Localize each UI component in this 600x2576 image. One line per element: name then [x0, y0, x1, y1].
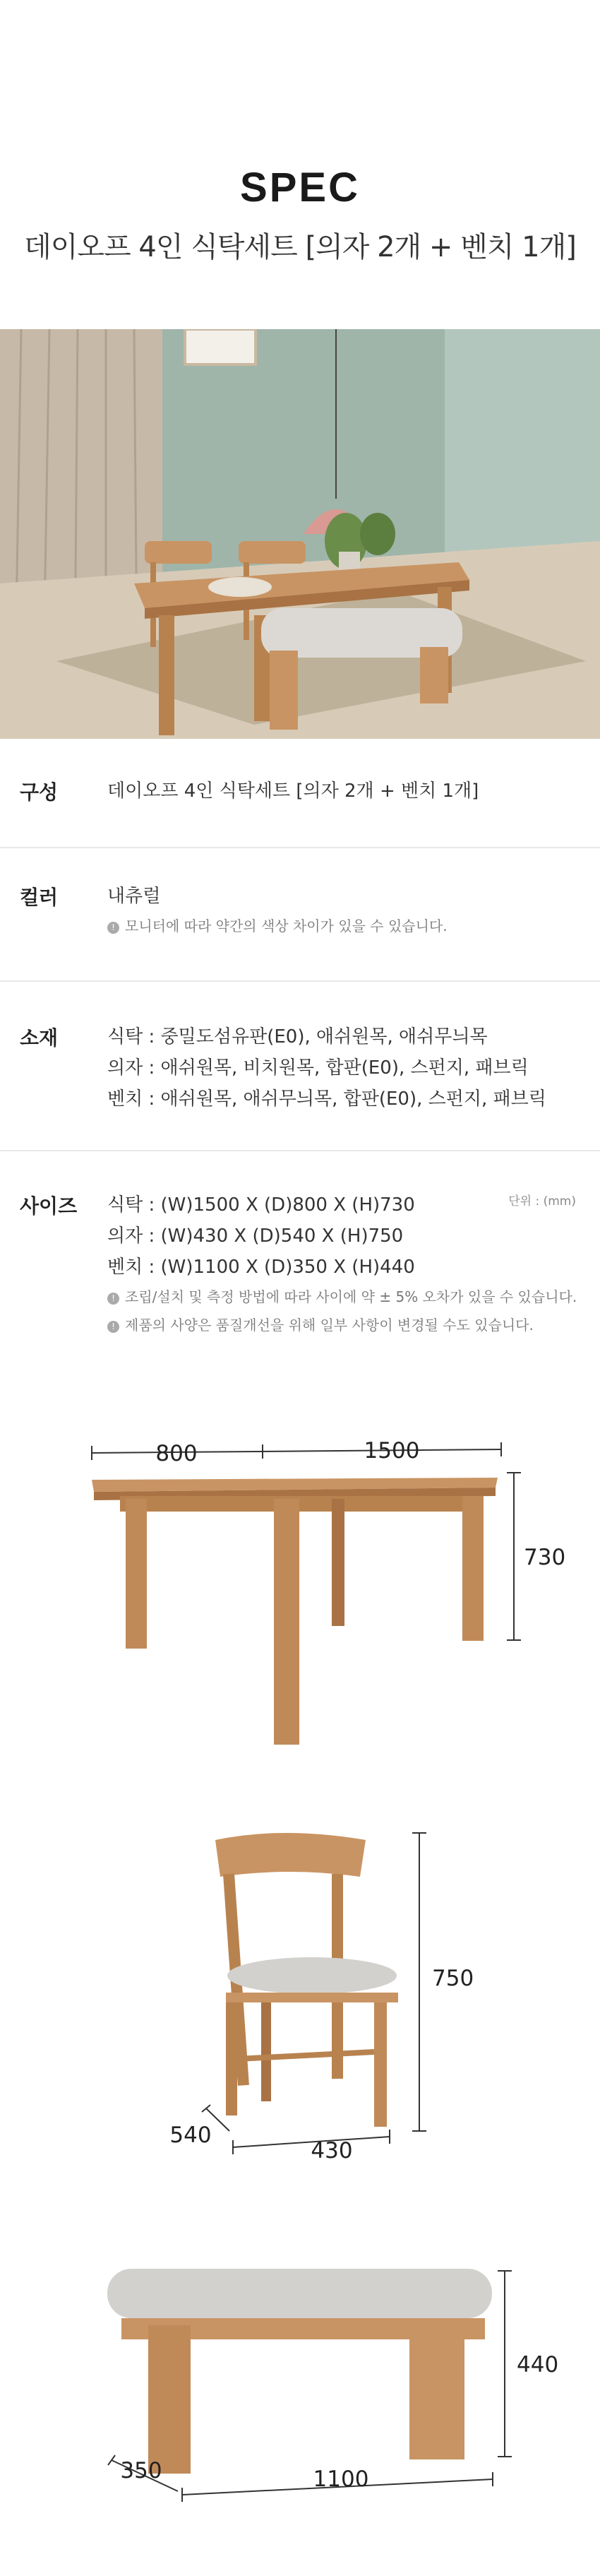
spec-row-composition — [0, 743, 600, 848]
chair-width-label: 430 — [311, 2138, 353, 2164]
bench-leg — [409, 2325, 464, 2459]
table-width-label: 1500 — [364, 1438, 420, 1464]
dining-set-scene — [0, 329, 600, 739]
table-depth-label: 800 — [155, 1441, 198, 1466]
spec-label: 사이즈 — [20, 1194, 78, 1218]
spec-value — [107, 776, 479, 807]
material-line: 벤치 : 애쉬원목, 애쉬무늬목, 합판(E0), 스펀지, 패브릭 — [107, 1088, 546, 1110]
size-note — [107, 1283, 577, 1311]
bench-cushion — [107, 2269, 492, 2318]
material-line: 식탁 : 중밀도섬유판(E0), 애쉬원목, 애쉬무늬목 — [107, 1026, 488, 1047]
color-note-text: 모니터에 따라 약간의 색상 차이가 있을 수 있습니다. — [125, 918, 448, 934]
spec-row-color — [0, 848, 600, 982]
composition-value: 데이오프 4인 식탁세트 [의자 2개 + 벤치 1개] — [107, 780, 479, 802]
size-note-text: 조립/설치 및 측정 방법에 따라 사이에 약 ± 5% 오차가 있을 수 있습니다. — [125, 1288, 577, 1305]
table-leg — [274, 1499, 299, 1745]
size-note-text: 제품의 사양은 품질개선을 위해 일부 사항이 변경될 수도 있습니다. — [125, 1317, 534, 1334]
spec-value — [107, 1189, 577, 1339]
spec-value — [107, 1021, 546, 1115]
size-line: 식탁 : (W)1500 X (D)800 X (H)730 — [107, 1194, 415, 1216]
size-note — [107, 1311, 577, 1339]
material-line: 의자 : 애쉬원목, 비치원목, 합판(E0), 스펀지, 패브릭 — [107, 1057, 529, 1079]
bench-leg — [148, 2325, 191, 2474]
spec-label: 소재 — [20, 1026, 59, 1050]
page-title: SPEC — [240, 165, 360, 210]
size-unit: 단위 : (mm) — [508, 1194, 576, 1209]
spec-label: 컬러 — [20, 886, 59, 909]
color-note — [107, 912, 448, 940]
table-leg — [126, 1499, 147, 1649]
chair-backrest — [215, 1833, 366, 1877]
chair-dimension-diagram — [0, 1826, 600, 2165]
bench-height-label: 440 — [517, 2352, 559, 2378]
color-value: 내츄럴 — [107, 886, 161, 907]
chair-seat — [227, 1957, 397, 1994]
info-icon: ! — [107, 1293, 119, 1305]
info-icon: ! — [107, 922, 119, 934]
product-photo — [0, 329, 600, 739]
chair-depth-label: 540 — [169, 2123, 212, 2148]
spec-row-size — [0, 1151, 600, 1363]
info-icon: ! — [107, 1321, 119, 1333]
table-leg — [462, 1496, 484, 1641]
size-line: 의자 : (W)430 X (D)540 X (H)750 — [107, 1225, 404, 1247]
size-line: 벤치 : (W)1100 X (D)350 X (H)440 — [107, 1257, 415, 1278]
table-dimension-diagram — [0, 1420, 600, 1759]
page-subtitle: 데이오프 4인 식탁세트 [의자 2개 + 벤치 1개] — [24, 231, 576, 263]
bench-width-label: 1100 — [313, 2467, 369, 2492]
chair-height-label: 750 — [432, 1966, 474, 1991]
table-height-label: 730 — [524, 1545, 566, 1570]
table-leg — [332, 1499, 344, 1626]
bench-dimension-diagram — [0, 2246, 600, 2557]
spec-row-material — [0, 982, 600, 1151]
spec-label: 구성 — [20, 780, 59, 804]
spec-value — [107, 881, 448, 940]
bench-depth-label: 350 — [120, 2458, 162, 2483]
